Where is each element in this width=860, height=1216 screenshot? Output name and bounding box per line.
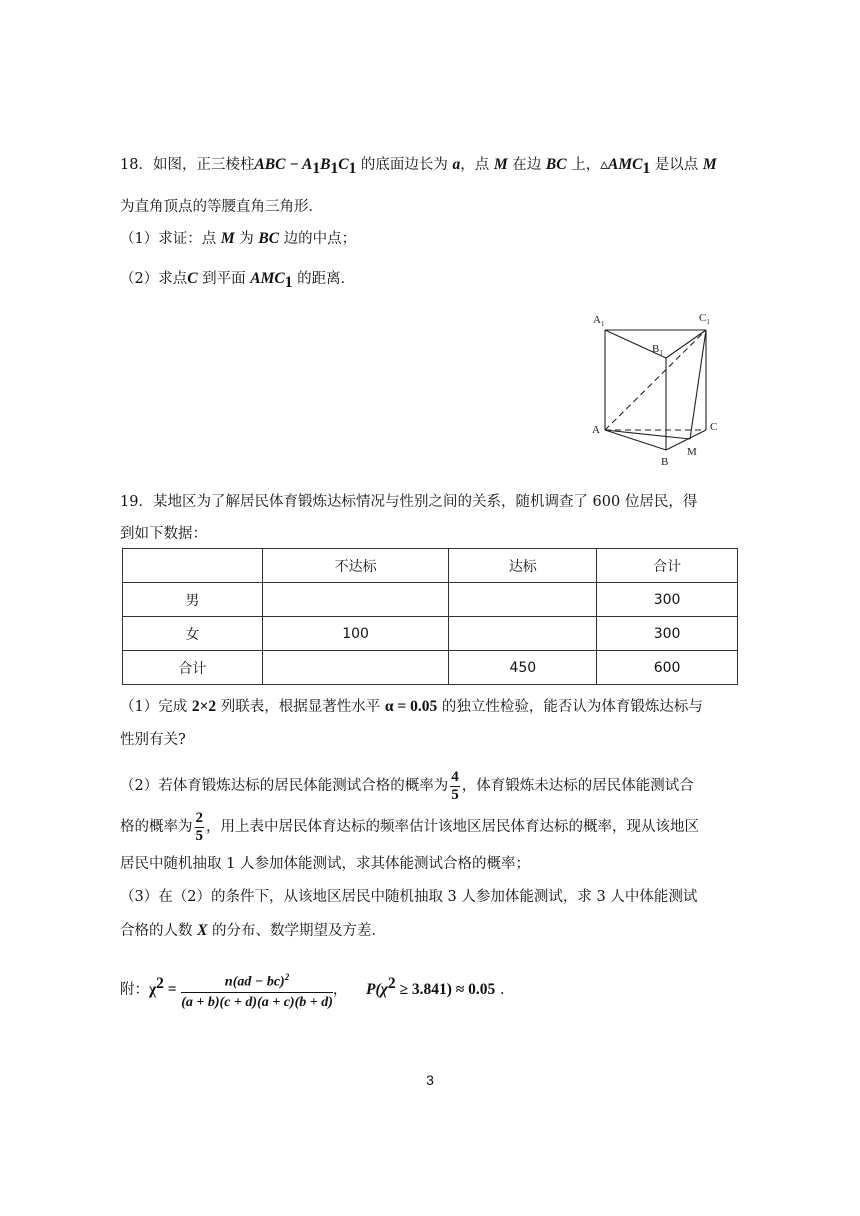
- q19-part1: （1）完成 2×2 列联表，根据显著性水平 α = 0.05 的独立性检验，能否认为体育锻炼达标与: [120, 698, 703, 715]
- q18-part1: （1）求证：点 M 为 BC 边的中点；: [120, 230, 357, 247]
- q19-part3-line2: 合格的人数 X 的分布、数学期望及方差．: [120, 922, 387, 939]
- q19-part2-line1: （2）若体育锻炼达标的居民体能测试合格的概率为 $\frac{4}{5}$ ，体育锻炼未达标的居民体能测试合: [120, 768, 694, 803]
- table-cell: [262, 651, 449, 685]
- label-m: M: [687, 446, 697, 458]
- table-cell: 不达标: [262, 549, 449, 583]
- table-row: [123, 549, 738, 583]
- table-row: [123, 583, 738, 617]
- q19-part2-line3: 居民中随机抽取 1 人参加体能测试，求其体能测试合格的概率；: [120, 856, 530, 872]
- table-cell: 300: [597, 583, 738, 617]
- table-cell: 450: [449, 651, 597, 685]
- fraction-two-fifths: $\frac{2}{5}$: [195, 809, 203, 844]
- table-row: [123, 651, 738, 685]
- table-cell: 男: [123, 583, 263, 617]
- label-a1: $A_1$: [593, 314, 605, 328]
- q18-line2: 为直角顶点的等腰直角三角形．: [120, 199, 323, 215]
- table-cell: [449, 617, 597, 651]
- q19-line2: 到如下数据：: [120, 526, 207, 542]
- page-number: 3: [426, 1072, 434, 1088]
- table-cell: [262, 583, 449, 617]
- edge-b1-c1: [666, 330, 706, 358]
- q18-line1: 18．如图，正三棱柱ABC − $A_1B_1C_1$ 的底面边长为 a，点 M 在边 BC 上，$▵AMC_1$ 是以点 M: [120, 156, 717, 177]
- table-cell: 600: [597, 651, 738, 685]
- q18-part2: （2）求点C 到平面 $AMC_1$ 的距离．: [120, 270, 356, 291]
- label-b: B: [661, 456, 669, 468]
- table-row: [123, 617, 738, 651]
- table-cell: 100: [262, 617, 449, 651]
- table-cell: 合计: [123, 651, 263, 685]
- q19-part2-line2: 格的概率为 $\frac{2}{5}$ ，用上表中居民体育达标的频率估计该地区居民体育达标的概率，现从该地区: [120, 809, 699, 844]
- q19-part1-line2: 性别有关?: [120, 732, 186, 748]
- prism-figure: [580, 306, 730, 476]
- edge-c1-m: [690, 330, 706, 439]
- table-cell: 合计: [597, 549, 738, 583]
- q19-part3-line1: （3）在（2）的条件下，从该地区居民中随机抽取 3 人参加体能测试，求 3 人中体能测试: [120, 889, 698, 905]
- fraction-four-fifths: $\frac{4}{5}$: [451, 768, 459, 803]
- label-a: A: [592, 424, 600, 436]
- q19-line1: 19．某地区为了解居民体育锻炼达标情况与性别之间的关系，随机调查了 600 位居民，得: [120, 494, 698, 510]
- edge-b-c: [666, 430, 706, 450]
- q19-appendix: 附：$\chi^2$ = $\frac{n(ad - bc)^2}{(a + b)(c + d)(a + c)(b + d)}$， $P(\chi^2 \ge 3.841) \approx 0.05$ .: [120, 962, 505, 1012]
- table-cell: 达标: [449, 549, 597, 583]
- label-b1: $B_1$: [652, 343, 663, 357]
- label-c: C: [710, 421, 718, 433]
- table-cell: 300: [597, 617, 738, 651]
- table-cell: [449, 583, 597, 617]
- table-cell: 女: [123, 617, 263, 651]
- chi-square-formula: $\frac{n(ad - bc)^2}{(a + b)(c + d)(a + c)(b + d)}$: [181, 968, 333, 1012]
- contingency-table: [122, 548, 738, 685]
- table-cell: [123, 549, 263, 583]
- label-c1: $C_1$: [699, 312, 710, 326]
